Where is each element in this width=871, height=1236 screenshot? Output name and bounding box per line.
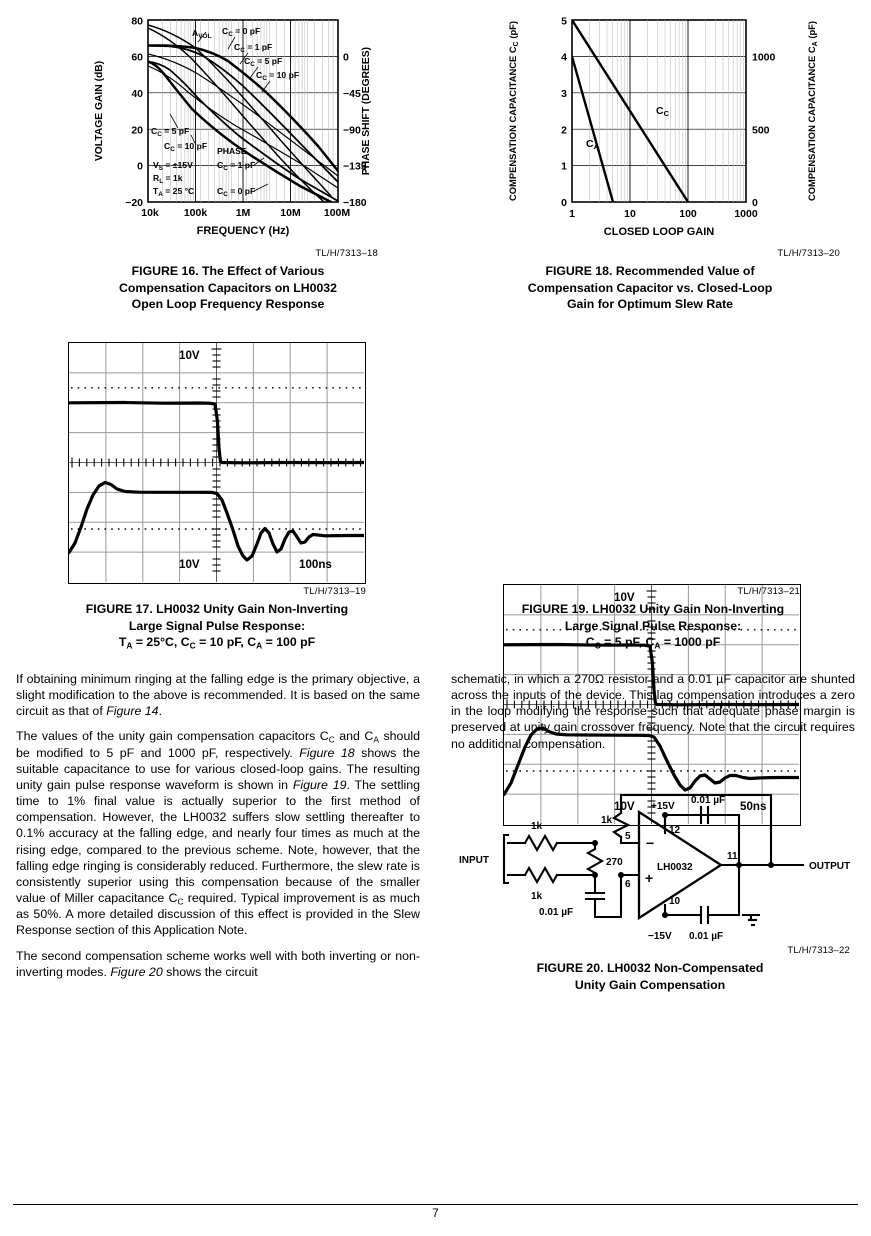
figure-19-top-label: 10V bbox=[614, 591, 635, 604]
svg-text:500: 500 bbox=[752, 124, 770, 137]
figure-17-top-label: 10V bbox=[179, 349, 200, 362]
svg-text:20: 20 bbox=[131, 124, 143, 137]
fig20-input-label: INPUT bbox=[459, 855, 489, 866]
figure-17-caption-conditions: $T_A = 25^\circ C$, $C_C = 10$ pF, $C_A = 100$ pF bbox=[118, 635, 316, 651]
svg-text:4: 4 bbox=[561, 51, 567, 64]
figure-16-tl-code: TL/H/7313–18 bbox=[315, 248, 378, 259]
figure-16-caption bbox=[58, 263, 398, 313]
fig20-svg bbox=[443, 787, 855, 947]
figure-18-chart bbox=[500, 8, 830, 246]
figure-19-bottom-label: 10V bbox=[614, 800, 635, 813]
svg-text:80: 80 bbox=[131, 15, 143, 28]
figure-19-time-label: 50ns bbox=[740, 800, 767, 813]
fig20-vminus-label: −15V bbox=[648, 931, 672, 942]
svg-text:CC = 10 pF: $C_C = 10$ pF bbox=[164, 141, 208, 153]
figure-16-chart bbox=[88, 8, 378, 246]
svg-text:CC = 0 pF: $C_C = 0$ pF bbox=[217, 186, 256, 198]
figure-20-caption-line-2: Unity Gain Compensation bbox=[574, 977, 726, 992]
svg-text:1M: 1M bbox=[235, 207, 251, 219]
fig20-output-label: OUTPUT bbox=[809, 861, 851, 872]
fig20-pin-6-label: 6 bbox=[625, 879, 631, 890]
svg-text:−90: −90 bbox=[343, 124, 361, 137]
svg-text:−180: −180 bbox=[343, 197, 367, 209]
figure-18-caption-line-3: Gain for Optimum Slew Rate bbox=[566, 297, 734, 311]
figure-18-caption bbox=[470, 263, 830, 313]
figure-19-caption bbox=[478, 601, 828, 651]
paragraph-left-3: The second compensation scheme works well with both inverting or non-inverting modes. Figure 20 shows the circuit bbox=[16, 948, 420, 979]
figure-19-caption-line-2: Large Signal Pulse Response: bbox=[564, 618, 742, 633]
figure-17-caption-line-1: FIGURE 17. LH0032 Unity Gain Non-Inverting bbox=[85, 602, 349, 616]
fig20-noninverting-symbol: + bbox=[645, 870, 654, 886]
figure-17-tl-code: TL/H/7313–19 bbox=[303, 586, 366, 597]
fig16-xlabel: FREQUENCY (Hz) bbox=[196, 225, 290, 237]
fig18-series-label-ca: CA bbox=[586, 138, 600, 151]
figure-20-caption bbox=[470, 960, 830, 993]
svg-text:40: 40 bbox=[131, 87, 143, 100]
fig20-pin-5-label: 5 bbox=[625, 831, 631, 842]
figure-17-time-label: 100ns bbox=[299, 558, 332, 571]
figure-19-caption-line-1: FIGURE 19. LH0032 Unity Gain Non-Inverting bbox=[521, 602, 785, 616]
paragraph-right-1: schematic, in which a 270Ω resistor and a 0.01 µF capacitor are shunted across the inputs of the device. This lag compensation introduces a zero in the loop modifying the response such that adequate phase margin is preserved at unity gain crossover frequency. Note that the circuit requires no additional compensation. bbox=[451, 672, 855, 751]
fig20-r270-label: 270 bbox=[606, 857, 623, 868]
svg-text:100k: 100k bbox=[183, 207, 208, 219]
svg-text:TA = 25 °C: $T_A = 25$ °C bbox=[153, 186, 195, 198]
svg-text:CC = 5 pF: $C_C = 5$ pF bbox=[151, 126, 190, 138]
paragraph-left-1: If obtaining minimum ringing at the falling edge is the primary objective, a slight modification to the above is recommended. It is based on the same circuit as that of Figure 14. bbox=[16, 672, 420, 719]
paragraph-left-2: The values of the unity gain compensation capacitors $C_C$ and $C_A$ should be modified to 5 pF and 1000 pF, respectively. Figure 18 shows the suitable capacitance to use for various closed-loop gains. The resulting unity gain pulse response waveform is shown in Figure 19. The settling time to 1% final value is actually superior to the first method of compensation. However, the LH0032 suffers slow settling thereafter to 0.1% accuracy at the falling edge, and nearly four times as much at the rising edge, compared to the previous scheme. Note, however, that the falling edge ringing is considerably reduced. Furthermore, the slew rate is consistently superior using this compensation because of the smaller value of Miller capacitance $C_C$ required. Typical improvement is as much as 50%. A more detailed discussion of this effect is provided in the Slew Response section of this Application Note. bbox=[16, 729, 420, 938]
svg-text:10M: 10M bbox=[280, 207, 301, 219]
svg-text:−20: −20 bbox=[125, 197, 143, 209]
figure-16-caption-line-1: FIGURE 16. The Effect of Various bbox=[131, 264, 325, 278]
fig16-svg bbox=[88, 8, 378, 246]
page-number: 7 bbox=[432, 1208, 439, 1220]
fig20-vplus-label: +15V bbox=[651, 801, 675, 812]
figure-18-caption-line-2: Compensation Capacitor vs. Closed-Loop bbox=[527, 280, 773, 295]
svg-text:PHASE: PHASE bbox=[217, 146, 247, 156]
svg-text:2: 2 bbox=[561, 124, 567, 137]
svg-text:1000: 1000 bbox=[752, 51, 776, 64]
svg-text:RL = 1k: $R_L = 1k$ bbox=[153, 173, 183, 185]
figure-17-caption-line-2: Large Signal Pulse Response: bbox=[128, 618, 306, 633]
figure-17-scope bbox=[68, 342, 366, 584]
figure-18-caption-line-1: FIGURE 18. Recommended Value of bbox=[545, 264, 755, 278]
fig18-ylabel: COMPENSATION CAPACITANCE $C_C$ (pF) bbox=[507, 20, 520, 202]
fig17-scope-svg bbox=[69, 343, 364, 582]
fig20-cin-label: 0.01 µF bbox=[539, 907, 574, 918]
fig20-inverting-symbol: − bbox=[646, 835, 655, 851]
svg-text:60: 60 bbox=[131, 51, 143, 64]
svg-text:1: 1 bbox=[561, 160, 567, 173]
svg-text:−135: −135 bbox=[343, 160, 367, 173]
figure-16-caption-line-3: Open Loop Frequency Response bbox=[131, 297, 325, 311]
svg-text:100M: 100M bbox=[323, 207, 351, 219]
fig18-xlabel: CLOSED LOOP GAIN bbox=[603, 226, 715, 238]
figure-16-caption-line-2: Compensation Capacitors on LH0032 bbox=[119, 280, 337, 295]
figure-18-tl-code: TL/H/7313–20 bbox=[777, 248, 840, 259]
svg-text:CC = 0 pF: $C_C = 0$ pF bbox=[222, 26, 261, 38]
svg-text:5: 5 bbox=[561, 15, 567, 28]
figure-19-tl-code: TL/H/7313–21 bbox=[737, 586, 800, 597]
svg-text:−45: −45 bbox=[343, 88, 361, 100]
svg-text:10k: 10k bbox=[141, 207, 159, 219]
svg-text:0: 0 bbox=[343, 51, 349, 64]
svg-text:VS = ±15V: $V_S = \pm 15V$ bbox=[153, 160, 193, 172]
fig18-series-label-cc: CC bbox=[656, 105, 670, 118]
svg-text:CC = 1 pF: $C_C = 1$ pF bbox=[217, 160, 256, 172]
fig20-pin-11-label: 11 bbox=[727, 851, 738, 862]
svg-text:0: 0 bbox=[752, 197, 758, 209]
fig20-device-label: LH0032 bbox=[657, 862, 693, 873]
fig20-pin-10-label: 10 bbox=[669, 896, 681, 907]
figure-20-tl-code: TL/H/7313–22 bbox=[787, 945, 850, 956]
svg-text:CC = 5 pF: $C_C = 5$ pF bbox=[244, 56, 283, 68]
svg-text:100: 100 bbox=[679, 208, 697, 220]
fig16-y2label: PHASE SHIFT (DEGREES) bbox=[361, 46, 372, 176]
fig20-cbypass-neg-label: 0.01 µF bbox=[689, 931, 724, 942]
svg-text:0: 0 bbox=[561, 197, 567, 209]
fig20-rfb-label: 1k bbox=[601, 815, 613, 826]
body-column-right bbox=[451, 671, 855, 752]
figure-17-caption bbox=[42, 601, 392, 651]
fig20-cbypass-pos-label: 0.01 µF bbox=[691, 795, 726, 806]
svg-text:AVOL: $A_{VOL}$ bbox=[192, 28, 212, 40]
fig20-r1k-top-label: 1k bbox=[531, 821, 543, 832]
footer-rule bbox=[13, 1204, 858, 1205]
fig18-svg bbox=[500, 8, 830, 246]
figure-20-schematic bbox=[443, 787, 855, 947]
fig18-y2label: COMPENSATION CAPACITANCE $C_A$ (pF) bbox=[806, 20, 819, 202]
svg-text:1: 1 bbox=[569, 208, 575, 220]
svg-text:1000: 1000 bbox=[734, 208, 758, 220]
fig20-r1k-bottom-label: 1k bbox=[531, 891, 543, 902]
figure-17-bottom-label: 10V bbox=[179, 558, 200, 571]
svg-text:0: 0 bbox=[137, 160, 143, 173]
svg-text:3: 3 bbox=[561, 87, 567, 100]
figure-20-caption-line-1: FIGURE 20. LH0032 Non-Compensated bbox=[536, 961, 764, 975]
svg-text:CC = 1 pF: $C_C = 1$ pF bbox=[234, 42, 273, 54]
svg-text:CC = 10 pF: $C_C = 10$ pF bbox=[256, 70, 300, 82]
figure-19-caption-conditions: $C_C = 5$ pF, $C_A = 1000$ pF bbox=[585, 635, 721, 651]
svg-text:10: 10 bbox=[624, 208, 636, 220]
fig16-ylabel: VOLTAGE GAIN (dB) bbox=[94, 60, 105, 162]
fig20-pin-12-label: 12 bbox=[669, 825, 681, 836]
body-column-left bbox=[16, 671, 420, 980]
